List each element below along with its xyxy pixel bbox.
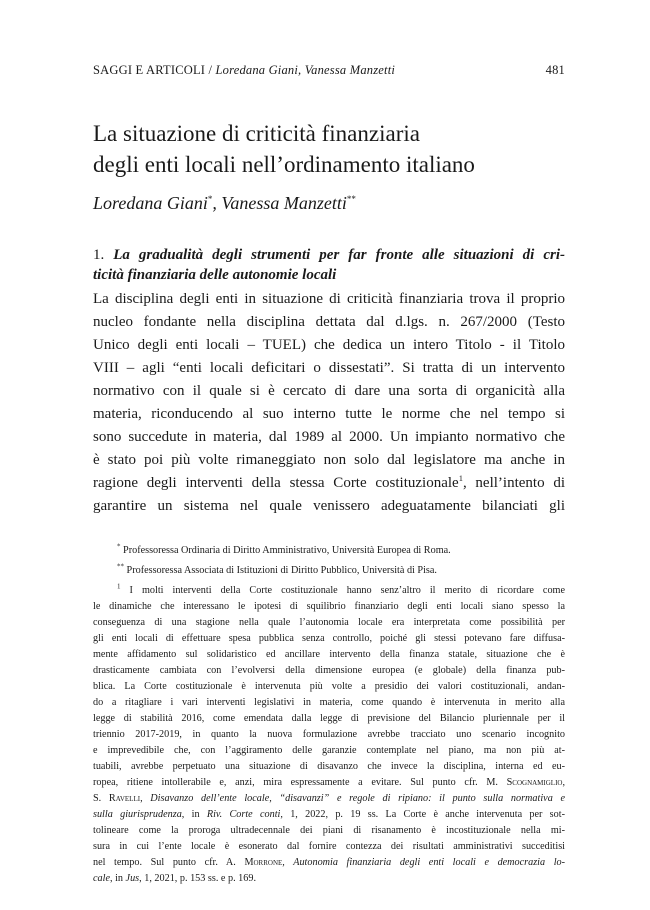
- footnote-ref[interactable]: 1: [458, 473, 463, 483]
- footnote-1-line: $^1$ I molti interventi della Corte costituzionale hanno senz’altro il merito di ricordare come: [117, 583, 565, 596]
- header-authors: Loredana Giani, Vanessa Manzetti: [215, 63, 396, 77]
- footnotes: [93, 543, 565, 887]
- footnote-1-line: mente affidamento sul solidaristico ed ancillare intervento della finanza statale, situazione che è: [93, 649, 565, 660]
- footnote-1-line: blica. La Corte costituzionale è intervenuta più volte a presidio dei valori costituzionali, andan-: [93, 681, 565, 692]
- page-number: 481: [545, 63, 565, 77]
- section-label: SAGGI E ARTICOLI: [93, 63, 206, 77]
- footnote-affiliation-1: * Professoressa Ordinaria di Diritto Amministrativo, Università Europea di Roma.: [117, 543, 451, 556]
- footnote-1-line: cale, in Jus, 1, 2021, p. 153 ss. e p. 169.: [93, 873, 257, 884]
- author-byline: Loredana Giani*, Vanessa Manzetti**: [93, 193, 356, 213]
- footnote-1-line: sulla giurisprudenza, in Riv. Corte conti, 1, 2022, p. 19 ss. La Corte è anche intervenuta per sot-: [93, 809, 565, 820]
- section-number: 1.: [93, 247, 105, 263]
- footnote-affiliation-2: ** Professoressa Associata di Istituzioni di Diritto Pubblico, Università di Pisa.: [117, 563, 437, 576]
- body-line: è stato poi più volte rimaneggiato non solo dal legislatore ma anche in: [93, 452, 565, 468]
- cited-author: Scognamiglio: [506, 777, 563, 788]
- cited-author: Ravelli: [108, 793, 141, 804]
- body-line: VIII – agli “enti locali deficitari o dissestati”. Si tratta di un intervento: [93, 360, 565, 376]
- title-line-1: La situazione di criticità finanziaria: [93, 121, 420, 146]
- body-paragraph: [93, 288, 565, 518]
- footnote-1-line: nel tempo. Sul punto cfr. A. Morrone, Autonomia finanziaria degli enti locali e democrazia lo-: [93, 857, 565, 868]
- footnote-1-line: conseguenza di una stagione nella quale l’autonomia locale era interpretata come possibilità per: [93, 617, 565, 628]
- section-heading: [93, 245, 565, 285]
- cited-journal: Jus: [125, 873, 140, 884]
- cited-author: Morrone: [244, 857, 283, 868]
- body-line: normativo con il quale si è cercato di dare una sorta di organicità alla: [93, 383, 565, 399]
- footnote-mark: **: [346, 194, 356, 204]
- body-line: nucleo fondante nella disciplina dettata dal d.lgs. n. 267/2000 (Testo: [93, 314, 565, 330]
- article-title: [93, 118, 573, 180]
- footnote-mark: *: [207, 194, 213, 204]
- section-heading-line-2: ticità finanziaria delle autonomie locali: [93, 267, 337, 283]
- cited-title: , Autonomia finanziaria degli enti locali e democrazia lo-: [282, 857, 565, 868]
- footnote-1-line: do a ritagliare i vari interventi legislativi in materia, come quando è intervenuta in merito alla: [93, 697, 565, 708]
- footnote-1-line: e imprevedibile che, con l’aggiramento delle garanzie contemplate nel piano, ma non più at-: [93, 745, 565, 756]
- footnote-1-line: legge di stabilità 2016, come emendata dalla legge di previsione del Bilancio pluriennale per il: [93, 713, 565, 724]
- author-2: Vanessa Manzetti: [221, 193, 347, 213]
- cited-journal: Riv. Corte conti: [206, 809, 281, 820]
- body-line: La disciplina degli enti in situazione di criticità finanziaria trova il proprio: [93, 291, 565, 307]
- author-1: Loredana Giani: [93, 193, 208, 213]
- footnote-1-line: drasticamente cambiata con l’evolversi della dimensione europea (e globale) della finanza pub-: [93, 665, 565, 676]
- footnote-1-line: tuabili, avrebbe perpetuato una situazione di disavanzo che invece la disciplina, interna ed eu-: [93, 761, 565, 772]
- body-line: garantire un sistema nel quale venissero adeguatamente bilanciati gli: [93, 498, 565, 514]
- footnote-1-line: ropea, ritiene intollerabile e, anzi, mira espressamente a evitare. Sul punto cfr. M. Scognamiglio,: [93, 777, 565, 788]
- footnote-1-line: tolineare come la proroga ultradecennale dei piani di risanamento è incostituzionale nella mi-: [93, 825, 565, 836]
- footnote-1-line: S. Ravelli, Disavanzo dell’ente locale, “disavanzi” e regole di ripiano: il punto sulla normativa e: [93, 793, 565, 804]
- cited-title: sulla giurisprudenza: [93, 809, 182, 820]
- body-line: sono succedute in materia, dal 1989 al 2000. Un impianto normativo che: [93, 429, 565, 445]
- footnote-1-line: le dinamiche che interessano le ipotesi di squilibrio finanziario degli enti locali siano spesso la: [93, 601, 565, 612]
- cited-title: cale: [93, 873, 110, 884]
- footnote-1-line: gli enti locali di effettuare spesa pubblica senza controllo, poiché gli stessi potevano fare diffusa-: [93, 633, 565, 644]
- running-header-left: SAGGI E ARTICOLI / Loredana Giani, Vanessa Manzetti: [93, 63, 396, 77]
- footnote-1-line: triennio 2017-2019, in quanto la nuova formulazione avrebbe tracciato uno scenario incognito: [93, 729, 565, 740]
- running-header: [93, 63, 565, 78]
- cited-title: , Disavanzo dell’ente locale, “disavanzi” e regole di ripiano: il punto sulla normativa e: [140, 793, 565, 804]
- body-line: materia, riconducendo al suo interno tutte le norme che nel tempo si: [93, 406, 565, 422]
- body-line: Unico degli enti locali – TUEL) che dedica un intero Titolo - il Titolo: [93, 337, 565, 353]
- title-line-2: degli enti locali nell’ordinamento italiano: [93, 152, 475, 177]
- section-heading-line-1: 1. La gradualità degli strumenti per far fronte alle situazioni di cri-: [93, 247, 566, 263]
- body-line: ragione degli interventi della stessa Corte costituzionale$^1$, nell’intento di: [93, 473, 565, 491]
- footnote-1-line: sura in cui l’ente locale è esonerato dal fornire contezza dei risultati amministrativi succeditisi: [93, 841, 565, 852]
